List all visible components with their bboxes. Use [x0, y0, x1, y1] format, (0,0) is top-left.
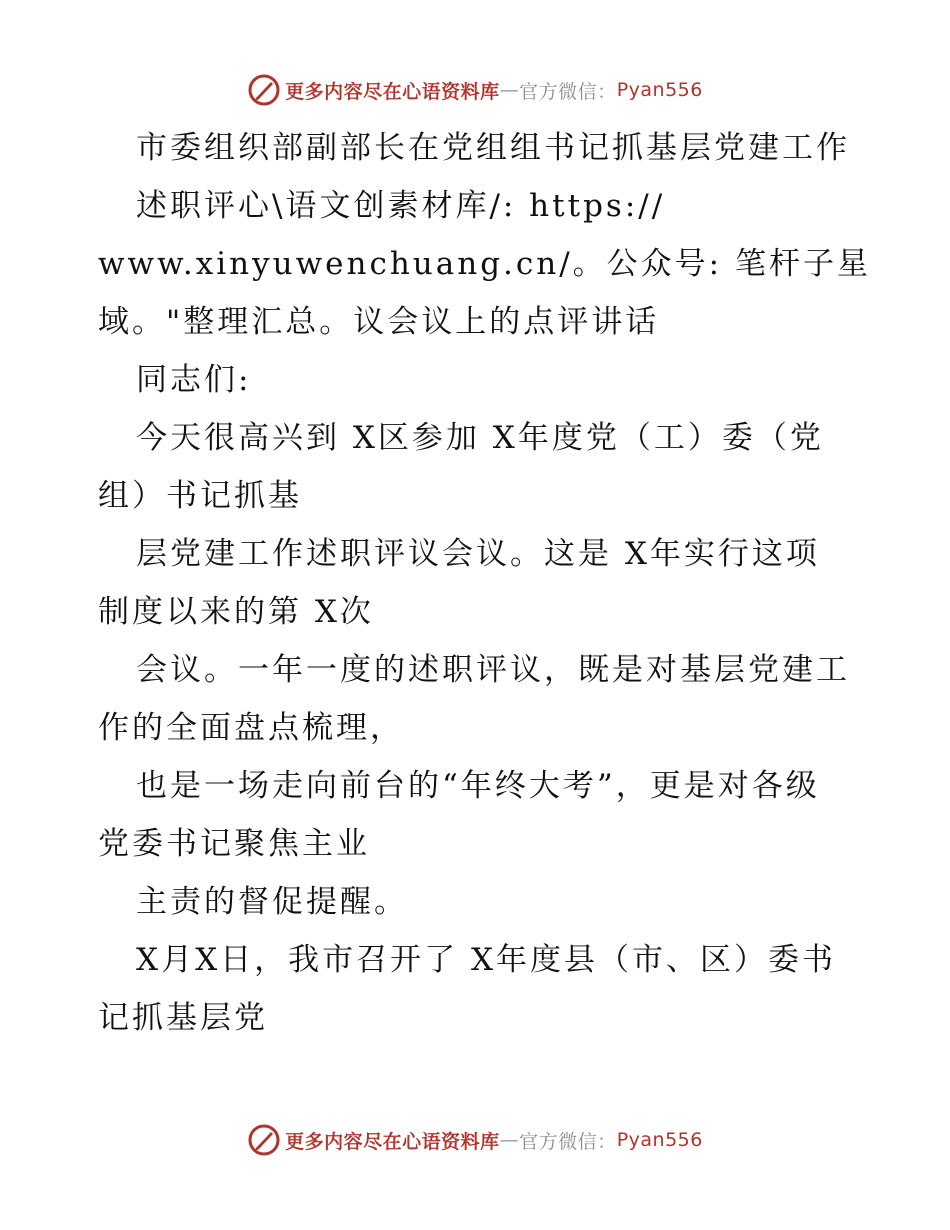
watermark-label: 官方微信： [519, 1130, 617, 1153]
watermark-separator: — [499, 1129, 520, 1151]
watermark-header [0, 70, 950, 110]
text-line: 会议。一年一度的述职评议，既是对基层党建工 [136, 652, 850, 688]
text-line: 层党建工作述职评议会议。这是 X年实行这项 [136, 536, 820, 572]
watermark-separator: — [499, 79, 520, 101]
text-line: 市委组织部副部长在党组组书记抓基层党建工作 [136, 130, 850, 166]
text-line: 今天很高兴到 X区参加 X年度党（工）委（党 [136, 420, 824, 456]
text-line: 也是一场走向前台的“年终大考”，更是对各级 [136, 768, 820, 804]
text-line: 述职评心\语文创素材库/: https:// [136, 188, 666, 224]
quill-pen-logo-icon [247, 73, 281, 107]
watermark-wechat-id: Pyan556 [616, 1129, 703, 1151]
watermark-label: 官方微信： [519, 80, 617, 103]
text-line: 同志们: [136, 362, 252, 398]
text-line: 作的全面盘点梳理， [98, 710, 404, 746]
text-line: 制度以来的第 X次 [98, 594, 374, 630]
text-line: 主责的督促提醒。 [136, 884, 408, 920]
quill-pen-logo-icon [247, 1123, 281, 1157]
watermark-wechat-id: Pyan556 [616, 79, 703, 101]
text-line: 党委书记聚焦主业 [98, 826, 370, 862]
text-line: X月X日，我市召开了 X年度县（市、区）委书 [136, 942, 837, 978]
text-line: 域。"整理汇总。议会议上的点评讲话 [98, 304, 660, 340]
watermark-brand: 更多内容尽在心语资料库 [285, 80, 500, 103]
text-line: 记抓基层党 [98, 1000, 268, 1036]
text-line: www.xinyuwenchuang.cn/。公众号: 笔杆子星 [98, 246, 871, 282]
text-line: 组）书记抓基 [98, 478, 302, 514]
watermark-footer [0, 1120, 950, 1160]
watermark-brand: 更多内容尽在心语资料库 [285, 1130, 500, 1153]
